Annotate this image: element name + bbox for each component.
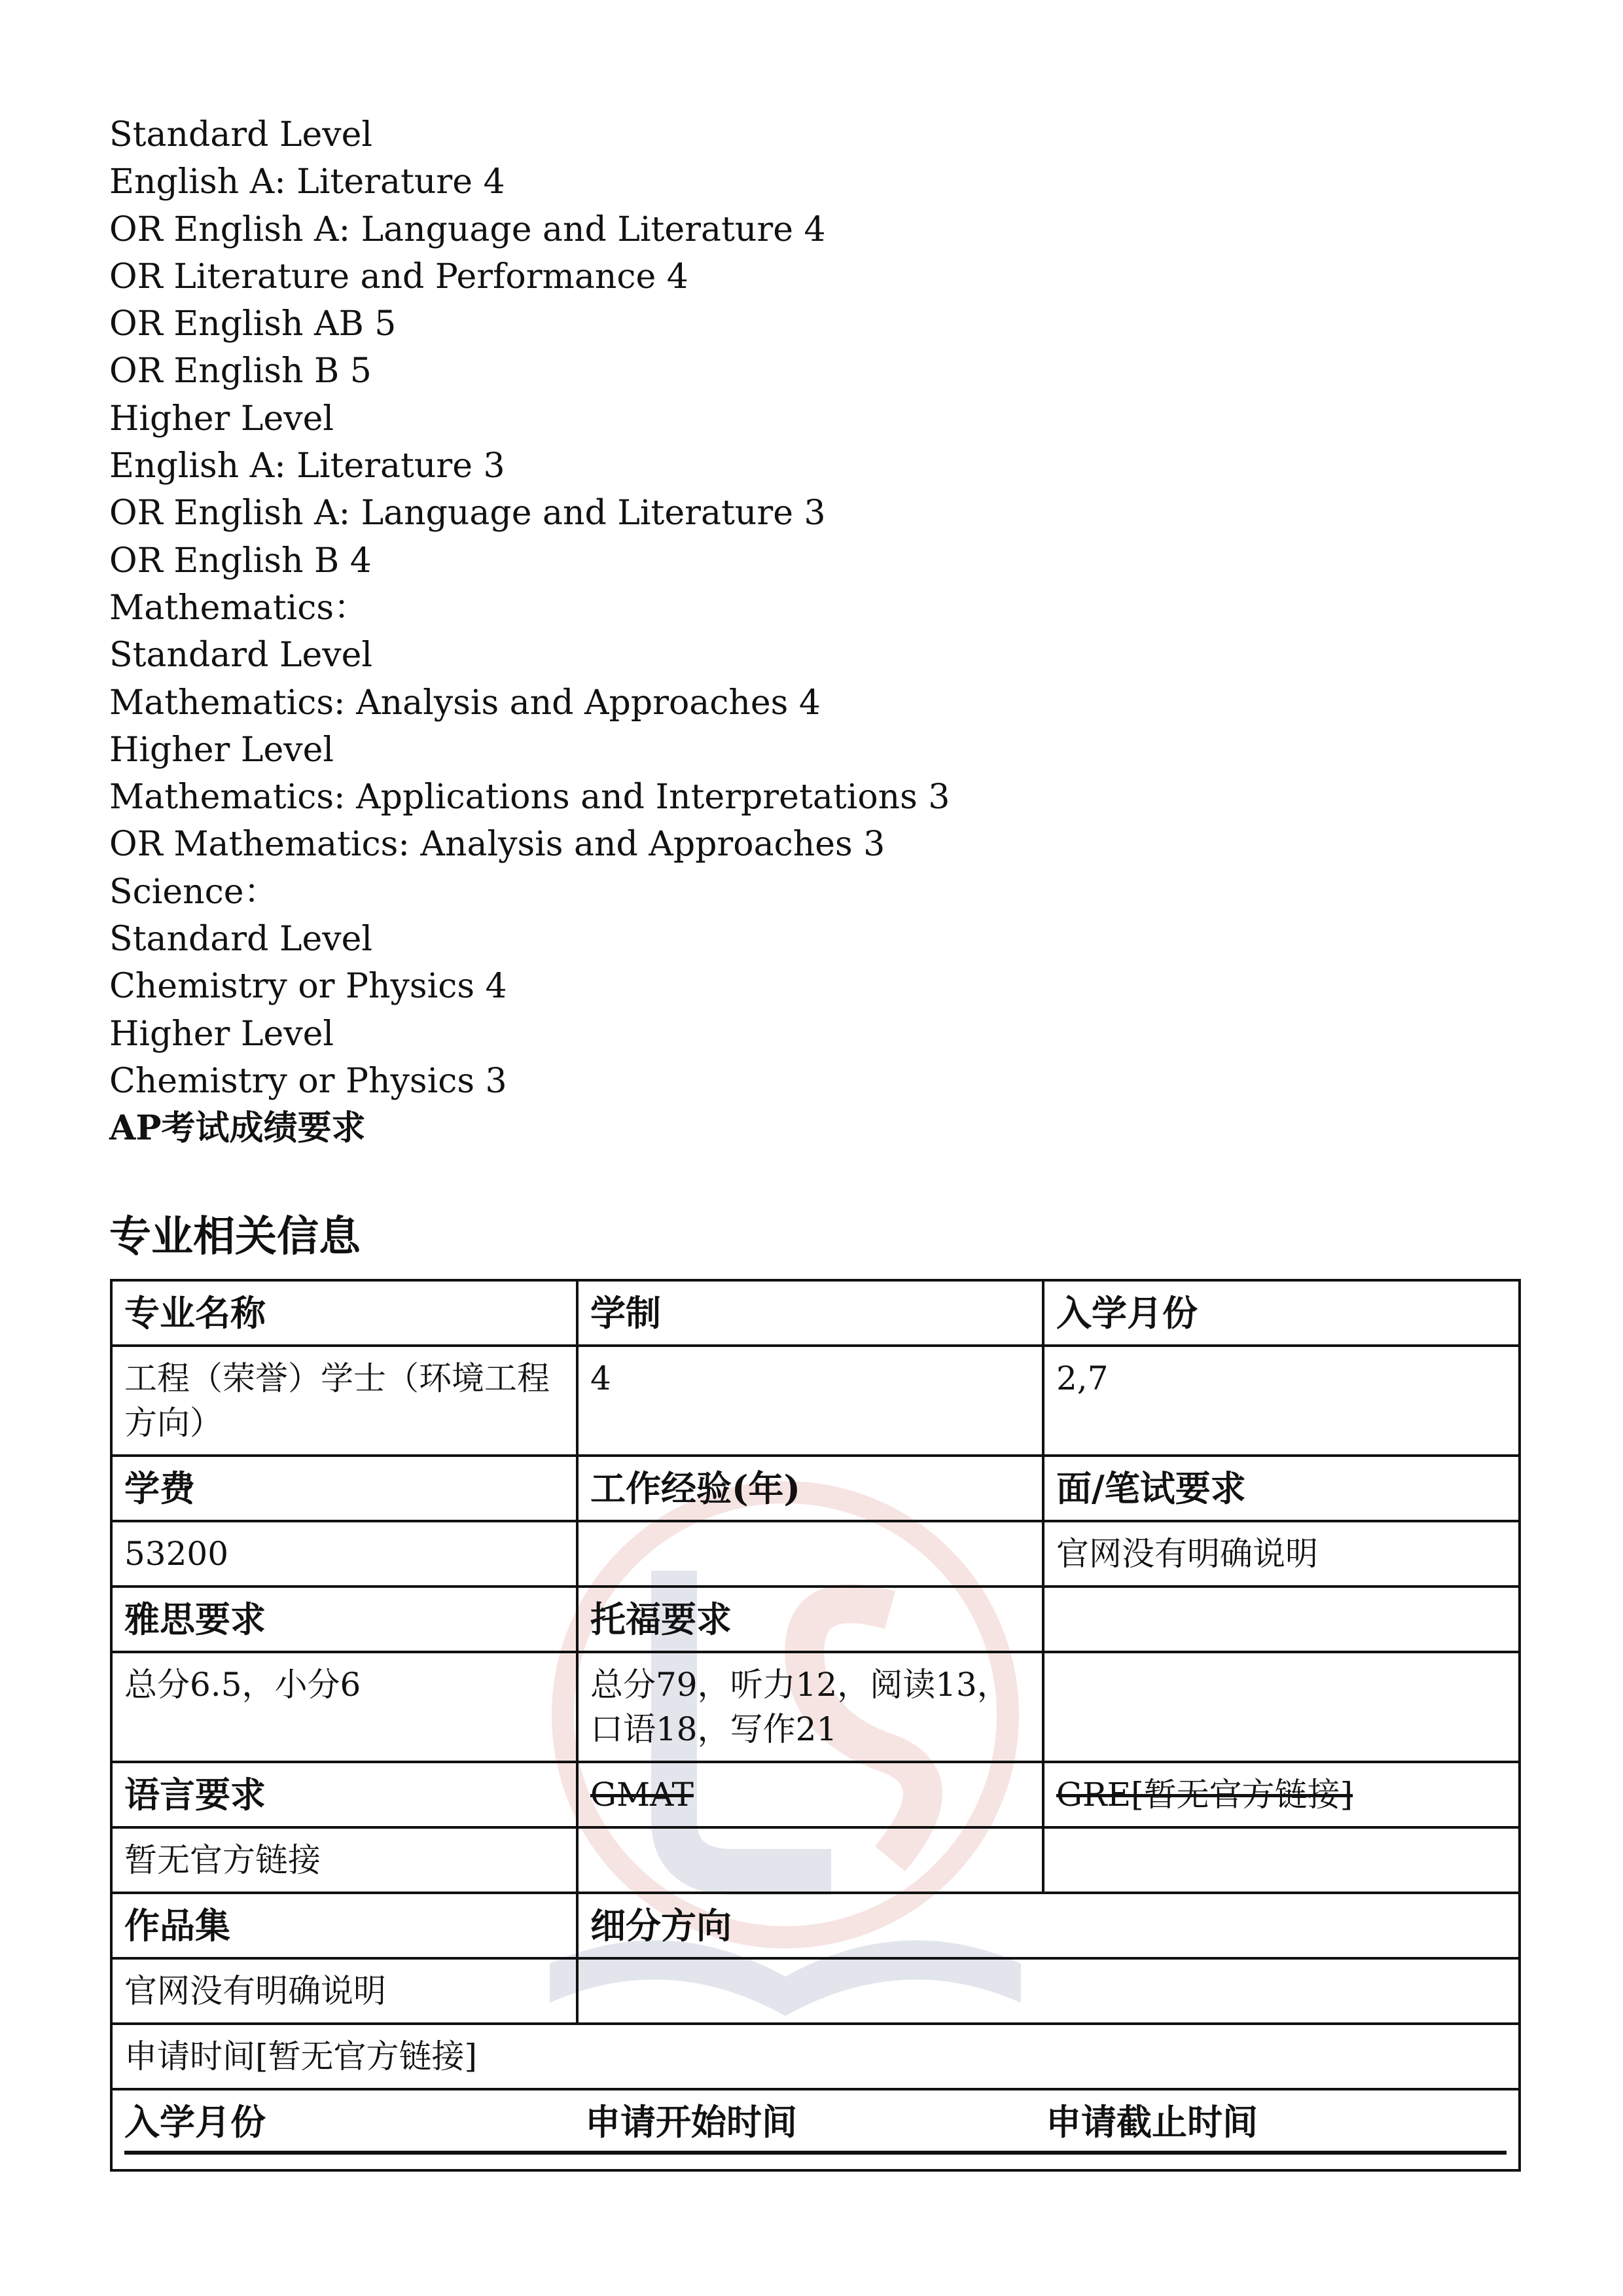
req-line: Higher Level [109, 730, 334, 770]
duration-value: 4 [577, 1346, 1043, 1456]
major-info-table [110, 1279, 1521, 2172]
portfolio-label: 作品集 [111, 1893, 577, 1958]
req-line: OR English AB 5 [109, 304, 397, 344]
gre-value [1043, 1827, 1520, 1893]
app-end-header: 申请截止时间 [1046, 2101, 1258, 2143]
req-line: Standard Level [109, 920, 373, 960]
app-start-header: 申请开始时间 [585, 2101, 797, 2143]
toefl-label: 托福要求 [577, 1587, 1043, 1652]
duration-label: 学制 [577, 1280, 1043, 1346]
req-line: Science： [109, 872, 278, 912]
gmat-label: GMAT [577, 1762, 1043, 1827]
gmat-value [577, 1827, 1043, 1893]
empty-cell [1043, 1587, 1520, 1652]
toefl-value: 总分79，听力12，阅读13，口语18，写作21 [577, 1652, 1043, 1762]
ielts-label: 雅思要求 [111, 1587, 577, 1652]
tuition-value: 53200 [111, 1521, 577, 1587]
req-line: English A: Literature 4 [109, 162, 505, 202]
major-name-label: 专业名称 [111, 1280, 577, 1346]
req-line: Mathematics： [109, 588, 368, 628]
requirements-list [109, 111, 950, 1153]
specialization-value [577, 1958, 1520, 2024]
work-exp-value [577, 1521, 1043, 1587]
portfolio-value: 官网没有明确说明 [111, 1958, 577, 2024]
req-line: Standard Level [109, 115, 373, 154]
application-schedule [111, 2089, 1520, 2170]
ap-heading: AP考试成绩要求 [109, 1108, 366, 1149]
req-line: Chemistry or Physics 4 [109, 967, 507, 1007]
empty-cell [1043, 1652, 1520, 1762]
req-line: OR English A: Language and Literature 4 [109, 209, 826, 249]
intake-value: 2,7 [1043, 1346, 1520, 1456]
specialization-label: 细分方向 [577, 1893, 1520, 1958]
schedule-header [124, 2100, 1507, 2155]
req-line: OR English A: Language and Literature 3 [109, 493, 826, 533]
req-line: Higher Level [109, 399, 334, 439]
interview-value: 官网没有明确说明 [1043, 1521, 1520, 1587]
tuition-label: 学费 [111, 1456, 577, 1521]
language-value: 暂无官方链接 [111, 1827, 577, 1893]
req-line: OR Literature and Performance 4 [109, 257, 688, 296]
gre-label: GRE[暂无官方链接] [1043, 1762, 1520, 1827]
application-time: 申请时间[暂无官方链接] [111, 2024, 1520, 2089]
req-line: Mathematics: Analysis and Approaches 4 [109, 683, 821, 723]
req-line: Standard Level [109, 636, 373, 675]
req-line: OR English B 5 [109, 351, 372, 391]
req-line: English A: Literature 3 [109, 446, 505, 486]
req-line: Mathematics: Applications and Interpretations 3 [109, 778, 950, 817]
intake-month-header: 入学月份 [124, 2101, 266, 2143]
intake-label: 入学月份 [1043, 1280, 1520, 1346]
section-title: 专业相关信息 [109, 1212, 361, 1261]
work-exp-label: 工作经验(年) [577, 1456, 1043, 1521]
req-line: Chemistry or Physics 3 [109, 1061, 507, 1101]
req-line: OR Mathematics: Analysis and Approaches 3 [109, 825, 885, 865]
language-label: 语言要求 [111, 1762, 577, 1827]
req-line: OR English B 4 [109, 541, 372, 581]
ielts-value: 总分6.5，小分6 [111, 1652, 577, 1762]
req-line: Higher Level [109, 1014, 334, 1054]
interview-label: 面/笔试要求 [1043, 1456, 1520, 1521]
major-name-value: 工程（荣誉）学士（环境工程方向） [111, 1346, 577, 1456]
